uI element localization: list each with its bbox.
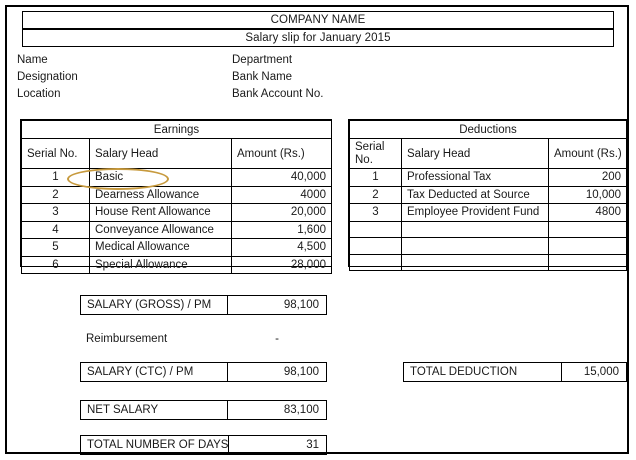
deduction-serial-cell (350, 254, 402, 271)
table-row (350, 186, 627, 204)
earning-amount-cell: 28,000 (232, 256, 332, 274)
gross-salary-value: 98,100 (283, 299, 319, 311)
table-row (350, 221, 627, 238)
deduction-head-cell: Employee Provident Fund (402, 204, 549, 222)
earning-amount-cell: 20,000 (232, 204, 332, 222)
total-days-label: TOTAL NUMBER OF DAYS (81, 436, 229, 454)
deductions-grid (349, 120, 627, 271)
deduction-amount-cell: 10,000 (549, 186, 627, 204)
earnings-table (20, 119, 332, 271)
earning-amount-cell: 4000 (232, 186, 332, 204)
table-row (22, 186, 332, 204)
deduction-serial-cell: 1 (350, 169, 402, 187)
employee-meta-block (17, 52, 617, 103)
earnings-section-title: Earnings (22, 121, 332, 139)
earnings-col-head: Salary Head (90, 139, 232, 169)
reimbursement-row (80, 329, 327, 349)
earning-head-cell: Conveyance Allowance (90, 221, 232, 239)
deduction-serial-cell: 3 (350, 204, 402, 222)
earning-head-cell: Special Allowance (90, 256, 232, 274)
deductions-col-head: Salary Head (402, 139, 549, 169)
earnings-grid (21, 120, 332, 274)
deduction-amount-cell (549, 238, 627, 255)
deduction-amount-cell (549, 254, 627, 271)
net-salary-box (80, 400, 327, 420)
earning-serial-cell: 6 (22, 256, 90, 274)
table-row (350, 238, 627, 255)
table-row (22, 256, 332, 274)
earning-head-cell: Basic (90, 169, 232, 187)
deduction-amount-cell (549, 221, 627, 238)
earning-serial-cell: 2 (22, 186, 90, 204)
deductions-header-row (350, 139, 627, 169)
table-row (22, 169, 332, 187)
ctc-salary-value: 98,100 (283, 366, 319, 378)
deduction-head-cell: Professional Tax (402, 169, 549, 187)
reimbursement-label: Reimbursement (86, 333, 168, 345)
table-row (22, 204, 332, 222)
deductions-table (348, 119, 627, 267)
total-deduction-value: 15,000 (583, 366, 619, 378)
company-name-text: COMPANY NAME (270, 14, 366, 26)
employee-meta-right-label: Bank Account No. (232, 88, 324, 100)
employee-meta-row (17, 69, 617, 86)
net-salary-label: NET SALARY (81, 401, 228, 419)
deduction-serial-cell: 2 (350, 186, 402, 204)
deductions-title-row (350, 121, 627, 139)
earning-serial-cell: 5 (22, 239, 90, 257)
earnings-col-amount: Amount (Rs.) (232, 139, 332, 169)
total-days-value: 31 (306, 439, 319, 451)
total-deduction-label: TOTAL DEDUCTION (404, 363, 562, 381)
deductions-col-serial: Serial No. (350, 139, 402, 169)
total-deduction-box (403, 362, 627, 382)
table-row (350, 169, 627, 187)
deduction-serial-cell (350, 238, 402, 255)
ctc-salary-label: SALARY (CTC) / PM (81, 363, 228, 381)
total-days-box (80, 435, 327, 455)
slip-period-text: Salary slip for January 2015 (245, 32, 391, 44)
earning-amount-cell: 4,500 (232, 239, 332, 257)
deduction-serial-cell (350, 221, 402, 238)
deduction-head-cell: Tax Deducted at Source (402, 186, 549, 204)
gross-salary-label: SALARY (GROSS) / PM (81, 296, 228, 314)
ctc-salary-box (80, 362, 327, 382)
earnings-col-serial: Serial No. (22, 139, 90, 169)
slip-period-band (22, 29, 614, 47)
deductions-tbody (350, 121, 627, 271)
earning-serial-cell: 1 (22, 169, 90, 187)
deductions-section-title: Deductions (350, 121, 627, 139)
table-row (350, 254, 627, 271)
company-name-band (22, 11, 614, 29)
earning-head-cell: House Rent Allowance (90, 204, 232, 222)
employee-meta-right-label: Department (232, 54, 293, 66)
earning-head-cell: Medical Allowance (90, 239, 232, 257)
table-row (350, 204, 627, 222)
employee-meta-left-label: Name (17, 54, 48, 66)
deduction-amount-cell: 4800 (549, 204, 627, 222)
earning-amount-cell: 40,000 (232, 169, 332, 187)
table-row (22, 239, 332, 257)
employee-meta-row (17, 86, 617, 103)
earning-serial-cell: 3 (22, 204, 90, 222)
employee-meta-right-label: Bank Name (232, 71, 293, 83)
salary-slip-document (5, 5, 629, 454)
reimbursement-value: - (275, 333, 279, 345)
table-row (22, 221, 332, 239)
earning-head-cell: Dearness Allowance (90, 186, 232, 204)
employee-meta-left-label: Designation (17, 71, 78, 83)
deduction-amount-cell: 200 (549, 169, 627, 187)
earning-serial-cell: 4 (22, 221, 90, 239)
employee-meta-row (17, 52, 617, 69)
earnings-tbody (22, 121, 332, 274)
earnings-title-row (22, 121, 332, 139)
gross-salary-box (80, 295, 327, 315)
deduction-head-cell (402, 238, 549, 255)
deduction-head-cell (402, 221, 549, 238)
deductions-col-amount: Amount (Rs.) (549, 139, 627, 169)
earnings-header-row (22, 139, 332, 169)
earning-amount-cell: 1,600 (232, 221, 332, 239)
net-salary-value: 83,100 (283, 404, 319, 416)
employee-meta-left-label: Location (17, 88, 61, 100)
deduction-head-cell (402, 254, 549, 271)
